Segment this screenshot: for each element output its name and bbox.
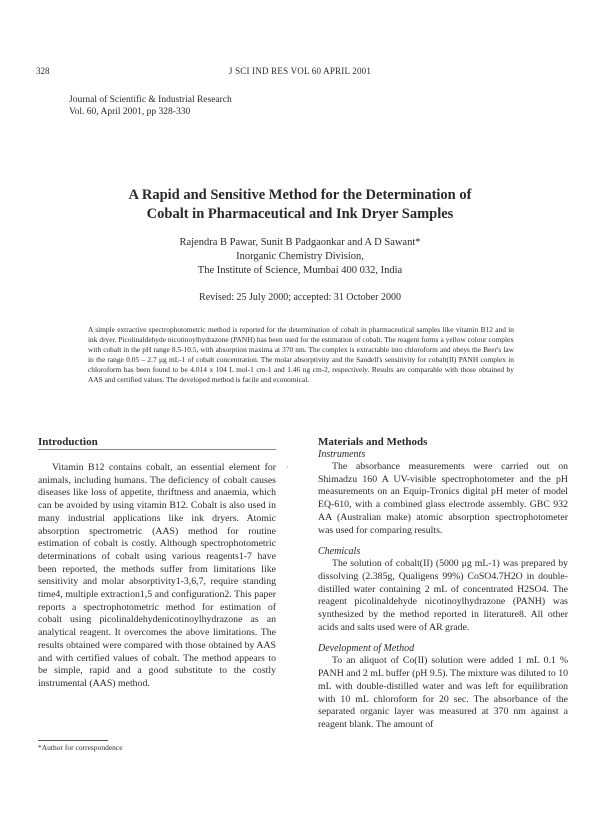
instruments-subheading: Instruments [318,449,366,460]
authors: Rajendra B Pawar, Sunit B Padgaonkar and A D Sawant* [179,237,421,248]
development-paragraph: To an aliquot of Co(II) solution were added 1 mL 0.1 % PANH and 2 mL buffer (pH 9.5). The mixture was diluted to 10 mL with double-distilled water and was left for equilibration with 10 mL chloroform for 20 sec. The absorbance of the separated organic layer was measured at 370 nm against a reagent blank. The amount of [318,655,568,730]
introduction-heading: Introduction [38,436,98,448]
division: Inorganic Chemistry Division, [236,251,364,262]
institute: The Institute of Science, Mumbai 400 032, India [197,265,403,276]
footnote: *Author for correspondence [38,743,123,752]
journal-name: Journal of Scientific & Industrial Research [69,95,232,105]
materials-heading: Materials and Methods [318,436,428,448]
introduction-paragraph: Vitamin B12 contains cobalt, an essential element for animals, including humans. The deficiency of cobalt causes diseases like loss of appetite, thriftness and anaemia, which can be avoided by using vitamin B12. Cobalt is also used in many industrial applications like ink dryers. Atomic absorption spectrometric (AAS) method for routine estimation of cobalt is costly. Although spectrophotometric determinations of cobalt using various reagents1-7 have been reported, the methods suffer from limitations like sensitivity and molar absorptivity1-3,6,7, require standing time4, multiple extraction1,5 and configuration2. This paper reports a spectrophotometric method for estimation of cobalt using picolinaldehydenicotinoylhydrazone as an analytical reagent. It overcomes the above limitations. The results obtained were compared with those obtained by AAS and with certified values of cobalt. The method appears to be simple, rapid and a good substitute to the costly instrumental (AAS) method. [38,462,276,689]
journal-volume: Vol. 60, April 2001, pp 328-330 [69,106,191,117]
title-line-1: A Rapid and Sensitive Method for the Determination of [128,187,472,203]
running-head: J SCI IND RES VOL 60 APRIL 2001 [228,66,372,76]
instruments-paragraph: The absorbance measurements were carried out on Shimadzu 160 A UV-visible spectrophotometer and the pH measurements on an Equip-Tronics digital pH meter of model EQ-610, with a combined glass electrode assembly. GBC 932 AA (Australian make) atomic absorption spectrophotometer was used for comparing results. [318,461,568,536]
development-subheading: Development of Method [318,643,415,655]
journal-info [69,95,232,118]
article-title [60,186,540,224]
chemicals-subheading: Chemicals [318,546,361,558]
right-column [318,436,568,732]
title-line-2: Cobalt in Pharmaceutical and Ink Dryer Samples [146,206,454,222]
heading-rule [38,449,276,450]
column-divider-mark: · [286,462,289,472]
abstract: A simple extractive spectrophotometric method is reported for the determination of cobalt in pharmaceutical samples like vitamin B12 and in ink dryer. Picolinaldehyde nicotinoylhydrazone (PANH) has been used for the estimation of cobalt. The reagent forms a yellow colour complex with cobalt in the pH range 8.5-10.5, with absorption maxima at 370 nm. The complex is extractable into chloroform and obeys the Beer's law in the range 0.05 – 2.7 μg mL-1 of cobalt concentration. The molar absorptivity and the Sandell's sensitivity for cobalt(II) PANH complex in chloroform has been found to be 4.014 x 104 L mol-1 cm-1 and 1.46 ng cm-2, respectively. Results are comparable with those obtained by AAS and certified values. The developed method is facile and economical. [88,325,514,384]
author-block [60,236,540,278]
page-number: 328 [36,66,50,76]
footnote-rule [38,740,108,741]
received-dates: Revised: 25 July 2000; accepted: 31 October 2000 [199,292,401,303]
chemicals-paragraph: The solution of cobalt(II) (5000 μg mL-1) was prepared by dissolving (2.385g, Qualigens 99%) CoSO4.7H2O in double-distilled water containing 2 mL of concentrated H2SO4. The reagent picolinaldehyde nicotinoylhydrazone (PANH) was synthesized by the method reported in literature8. All other acids and salts used were of AR grade. [318,558,568,633]
left-column [38,436,276,691]
